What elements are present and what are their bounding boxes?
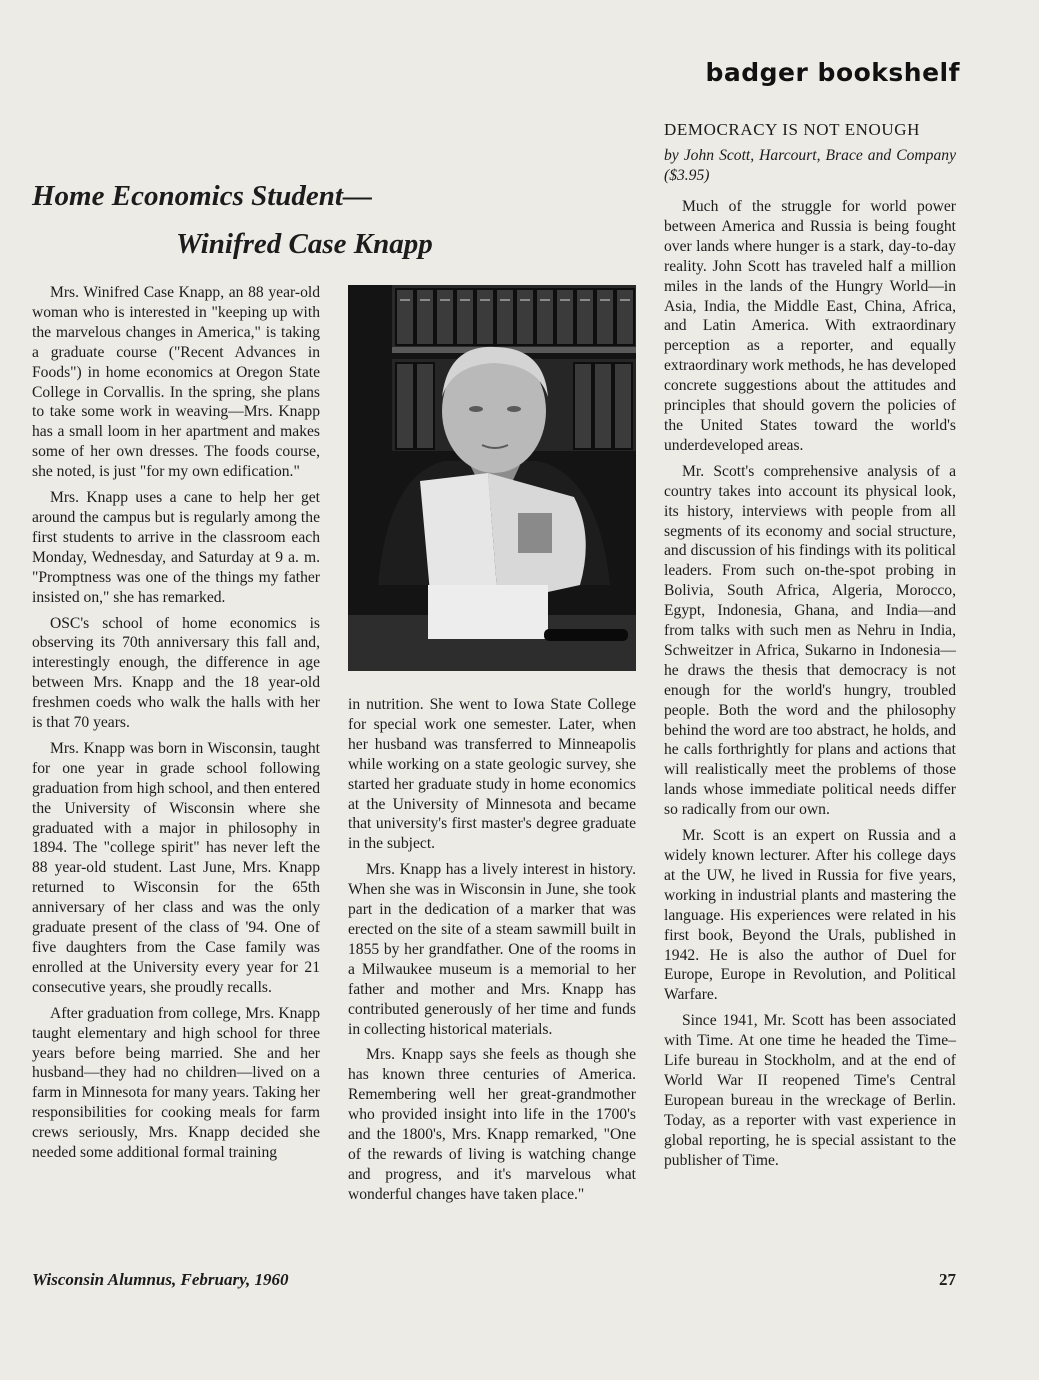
portrait-illustration bbox=[348, 285, 636, 671]
article-paragraph: Mrs. Knapp was born in Wisconsin, taught for one year in grade school following graduation from high school, and then entered the University of Wisconsin where she graduated with a major in philosophy in 1894. The "college spirit" has never left the 88 year-old student. Last June, Mrs. Knapp returned to Wisconsin for the 65th anniversary of her class and was the only graduate present of the class of '94. One of five daughters from the Case family was enrolled at the University every year for 21 consecutive years, she proudly recalls. bbox=[32, 739, 320, 996]
review-paragraph: Mr. Scott is an expert on Russia and a widely known lecturer. After his college days at the UW, he lived in Russia for five years, working in industrial plants and mastering the language. His experiences were related in his first book, Beyond the Urals, published in 1942. He is also the author of Duel for Europe, Europe in Revolution, and Political Warfare. bbox=[664, 827, 956, 1004]
portrait-photo bbox=[348, 285, 636, 671]
book-title: DEMOCRACY IS NOT ENOUGH bbox=[664, 120, 921, 139]
article-title-line2: Winifred Case Knapp bbox=[176, 228, 433, 260]
article-column-2 bbox=[348, 695, 636, 1211]
publication-footer: Wisconsin Alumnus, February, 1960 bbox=[32, 1270, 289, 1289]
article-paragraph: OSC's school of home economics is observing its 70th anniversary this fall and, interestingly enough, the difference in age between Mrs. Knapp and the 18 year-old freshmen coeds who walk the halls with her is that 70 years. bbox=[32, 614, 320, 732]
book-review-column bbox=[664, 197, 956, 1177]
article-paragraph: Mrs. Knapp says she feels as though she has known three centuries of America. Remembering well her great-grandmother who provided insight into life in the 1700's and the 1800's, Mrs. Knapp remarked, "One of the rewards of living is watching change and progress, and it's marvelous what wonderful changes have taken place." bbox=[348, 1046, 636, 1203]
article-paragraph: After graduation from college, Mrs. Knapp taught elementary and high school for three years before being married. She and her husband—they had no children—lived on a farm in Minnesota for many years. Taking her responsibilities for cooking meals for farm crews seriously, Mrs. Knapp decided she needed some additional formal training bbox=[32, 1004, 320, 1162]
article-paragraph: Mrs. Winifred Case Knapp, an 88 year-old woman who is interested in "keeping up with the marvelous changes in America," is taking a graduate course ("Recent Advances in Foods") in home economics at Oregon State College in Corvallis. In the spring, she plans to take some work in weaving—Mrs. Knapp has a small loom in her apartment and makes some of her own dresses. The foods course, she noted, is just "for my own edification." bbox=[32, 284, 320, 481]
article-paragraph: Mrs. Knapp has a lively interest in history. When she was in Wisconsin in June, she took part in the dedication of a marker that was erected on the site of a steam sawmill built in 1855 by her grandfather. One of the rooms in a Milwaukee museum is a memorial to her father and mother and Mrs. Knapp has contributed generously of her time and funds in collecting historical materials. bbox=[348, 861, 636, 1038]
book-byline: by John Scott, Harcourt, Brace and Company ($3.95) bbox=[664, 147, 956, 184]
review-paragraph: Mr. Scott's comprehensive analysis of a country takes into account its physical look, its history, interviews with people from all segments of its economy and social structure, and discussion of his findings with its political leaders. From such on-the-spot probing in Bolivia, South Africa, Algeria, Morocco, Egypt, Indonesia, Ghana, and India—and from talks with such men as Nehru in India, Schweitzer in Africa, Sukarno in Indonesia—he draws the thesis that democracy is not enough for the world's hungry, troubled people. Both the word and the philosophy behind the word are too abstract, he holds, and he calls forthrightly for plans and actions that will realistically meet the problems of those lands whose immediate political needs differ so radically from our own. bbox=[664, 462, 956, 819]
article-title-line1: Home Economics Student— bbox=[32, 180, 372, 212]
section-heading: badger bookshelf bbox=[705, 58, 960, 87]
review-paragraph: Since 1941, Mr. Scott has been associated with Time. At one time he headed the Time–Life bureau in Stockholm, and at the end of World War II reopened Time's Central European bureau in the wreckage of Berlin. Today, as a reporter with vast experience in global reporting, he is special assistant to the publisher of Time. bbox=[664, 1012, 956, 1169]
article-paragraph: in nutrition. She went to Iowa State College for special work one semester. Later, when her husband was transferred to Minneapolis while working on a state geologic survey, she started her graduate study in home economics at the University of Minnesota and became that university's first master's degree graduate in the subject. bbox=[348, 696, 636, 853]
review-paragraph: Much of the struggle for world power between America and Russia is being fought over lands where hunger is a stark, day-to-day reality. John Scott has traveled half a million miles in the lands of the Hungry World—in Asia, India, the Middle East, China, Africa, and Latin America. With extraordinary perception as a reporter, and equally extraordinary work methods, he has developed concrete suggestions about the attitudes and principles that should govern the policies of the United States toward the world's underdeveloped areas. bbox=[664, 198, 956, 454]
article-paragraph: Mrs. Knapp uses a cane to help her get around the campus but is regularly among the first students to arrive in the classroom each Monday, Wednesday, and Saturday at 9 a. m. "Promptness was one of the things my father insisted on," she has remarked. bbox=[32, 489, 320, 606]
page-number: 27 bbox=[939, 1270, 956, 1289]
article-column-1 bbox=[32, 283, 320, 1169]
